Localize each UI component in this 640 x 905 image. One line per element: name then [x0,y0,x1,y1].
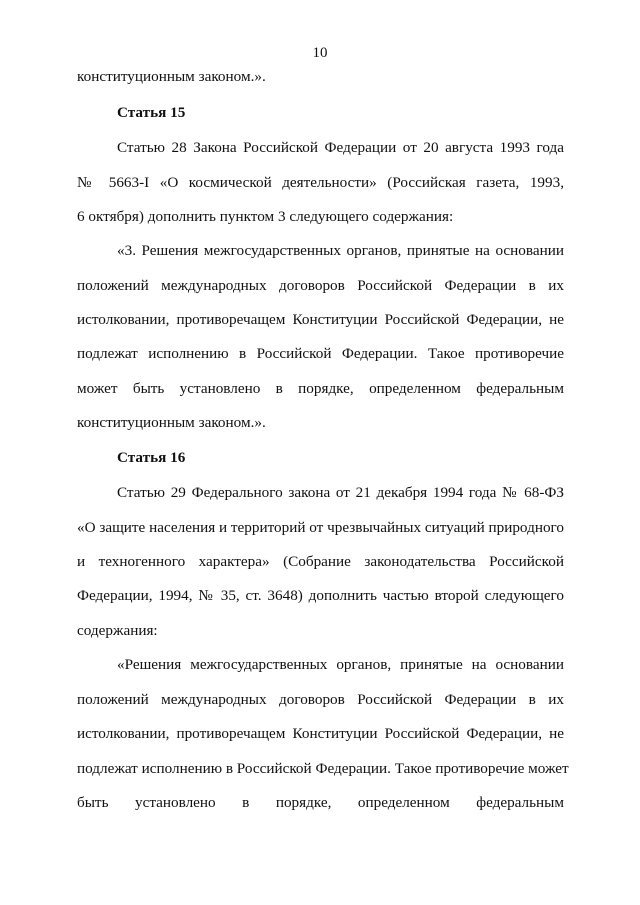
text-line: «О защите населения и территорий от чрезвычайных ситуаций природного [77,519,564,536]
article-heading-15: Статья 15 [117,104,186,121]
page-number: 10 [312,45,328,61]
text-line: подлежат исполнению в Российской Федерации. Такое противоречие может [77,760,569,777]
text-line: «3. Решения межгосударственных органов, принятые на основании [117,242,564,259]
text-line: № 5663-I «О космической деятельности» (Российская газета, 1993, [77,174,564,191]
text-line: положений международных договоров Российской Федерации в их [77,691,564,708]
text-line: содержания: [77,622,158,639]
text-line: и техногенного характера» (Собрание законодательства Российской [77,553,564,570]
text-line: Статью 29 Федерального закона от 21 декабря 1994 года № 68-ФЗ [117,484,564,501]
text-line: 6 октября) дополнить пунктом 3 следующего содержания: [77,208,454,225]
text-line: истолковании, противоречащем Конституции Российской Федерации, не [77,725,564,742]
text-line: подлежат исполнению в Российской Федерации. Такое противоречие [77,345,564,362]
text-line: может быть установлено в порядке, определенном федеральным [77,380,564,397]
text-line: конституционным законом.». [77,414,266,431]
text-line: конституционным законом.». [77,68,266,85]
text-line: Статью 28 Закона Российской Федерации от 20 августа 1993 года [117,139,564,156]
text-line: «Решения межгосударственных органов, принятые на основании [117,656,564,673]
text-line: быть установлено в порядке, определенном федеральным [77,794,564,811]
text-line: положений международных договоров Российской Федерации в их [77,277,564,294]
article-heading-16: Статья 16 [117,449,186,466]
text-line: истолковании, противоречащем Конституции Российской Федерации, не [77,311,564,328]
text-line: Федерации, 1994, № 35, ст. 3648) дополнить частью второй следующего [77,587,564,604]
